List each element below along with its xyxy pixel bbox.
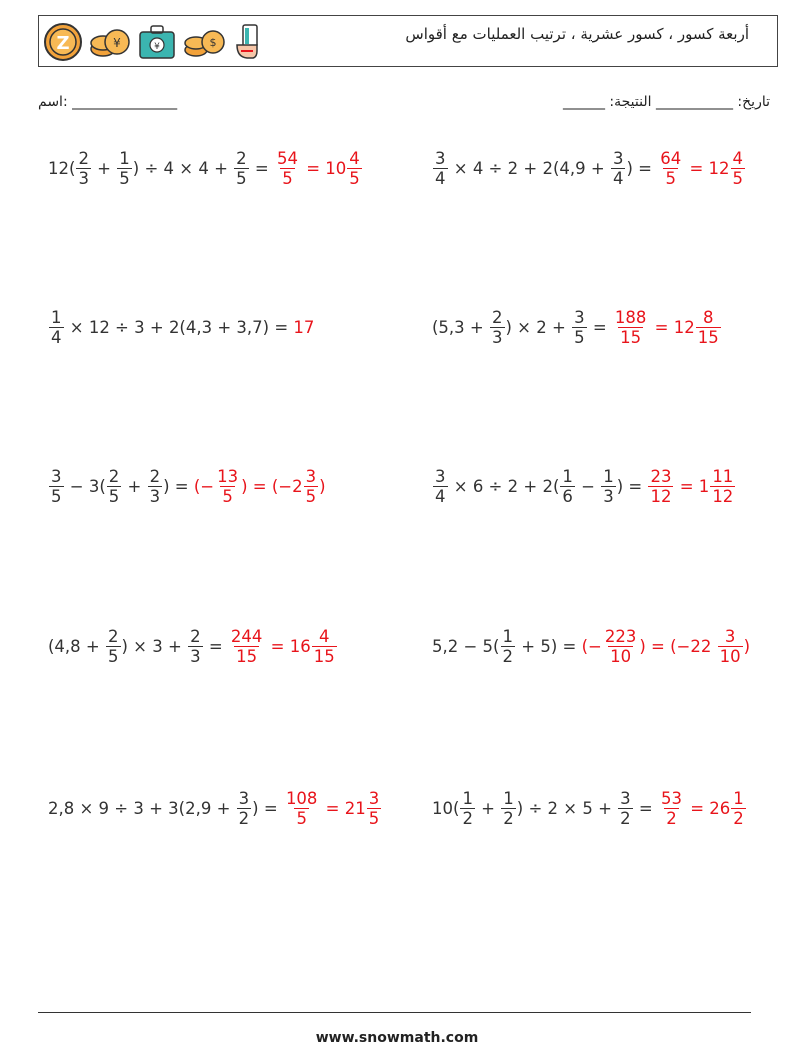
expression-text: ) (743, 637, 751, 656)
expression-text: × 12 ÷ 3 + 2(4,3 + 3,7) = (64, 318, 294, 337)
fraction (229, 627, 265, 666)
denominator: 5 (296, 809, 307, 828)
coin-icon (43, 22, 83, 62)
answer (283, 789, 382, 828)
numerator: 3 (305, 467, 317, 486)
expression-text: ) × 2 + (505, 318, 572, 337)
numerator: 1 (119, 149, 130, 168)
denominator: 5 (305, 487, 317, 506)
fraction (731, 149, 746, 188)
answer (658, 789, 747, 828)
numerator: 244 (230, 627, 263, 646)
hand-card-icon (233, 23, 263, 61)
fraction (710, 467, 735, 506)
numerator: 13 (217, 467, 239, 486)
expression-text: ) = (252, 799, 283, 818)
expression-text: ) (319, 477, 326, 496)
numerator: 4 (349, 149, 360, 168)
fraction (107, 467, 122, 506)
fraction (367, 789, 382, 828)
answer (274, 149, 363, 188)
expression-text: + (122, 477, 147, 496)
answer (228, 627, 338, 666)
fraction (49, 308, 64, 347)
numerator: 54 (276, 149, 298, 168)
expression-text: 5,2 − 5( (432, 637, 500, 656)
expression-text: = 26 (684, 799, 731, 818)
fraction (731, 789, 746, 828)
fraction (601, 467, 616, 506)
numerator: 3 (238, 789, 250, 808)
denominator: 4 (51, 328, 62, 347)
problem-2 (432, 149, 746, 188)
answer (657, 149, 746, 188)
numerator: 1 (562, 467, 573, 486)
fraction (76, 149, 91, 188)
svg-text:¥: ¥ (154, 42, 160, 52)
denominator: 3 (492, 328, 503, 347)
denominator: 3 (78, 169, 89, 188)
numerator: 223 (604, 627, 637, 646)
fraction (572, 308, 587, 347)
denominator: 2 (503, 809, 514, 828)
numerator: 1 (503, 789, 514, 808)
numerator: 3 (724, 627, 736, 646)
fraction (501, 789, 516, 828)
expression-text: ) = (626, 159, 658, 178)
denominator: 5 (665, 169, 676, 188)
fraction (284, 789, 320, 828)
denominator: 15 (236, 647, 258, 666)
denominator: 5 (108, 647, 119, 666)
expression-text: (− (193, 477, 215, 496)
fraction (613, 308, 649, 347)
denominator: 5 (574, 328, 585, 347)
numerator: 2 (492, 308, 503, 327)
svg-text:$: $ (209, 36, 217, 49)
fraction (618, 789, 633, 828)
answer (293, 318, 314, 337)
coins-icon (183, 26, 227, 58)
worksheet-title: أربعة كسور ، كسور عشرية ، ترتيب العمليات مع أقواس (405, 25, 749, 43)
fraction (312, 627, 337, 666)
fraction (148, 467, 163, 506)
expression-text: + 5) = (516, 637, 582, 656)
expression-text: × 6 ÷ 2 + 2( (448, 477, 560, 496)
denominator: 5 (349, 169, 360, 188)
numerator: 188 (614, 308, 647, 327)
fraction (560, 467, 575, 506)
expression-text: 10( (432, 799, 460, 818)
fraction (304, 467, 319, 506)
expression-text: ) ÷ 2 × 5 + (516, 799, 618, 818)
fraction (460, 789, 475, 828)
numerator: 3 (368, 789, 380, 808)
denominator: 12 (650, 487, 672, 506)
denominator: 15 (620, 328, 642, 347)
denominator: 3 (603, 487, 614, 506)
expression-text: ) × 3 + (121, 637, 188, 656)
fraction (648, 467, 673, 506)
denominator: 5 (368, 809, 380, 828)
numerator: 2 (190, 627, 201, 646)
denominator: 2 (733, 809, 744, 828)
denominator: 12 (712, 487, 734, 506)
denominator: 10 (610, 647, 632, 666)
numerator: 3 (612, 149, 624, 168)
fraction (658, 149, 683, 188)
fraction (696, 308, 721, 347)
expression-text: = 12 (684, 159, 730, 178)
expression-text: × 4 ÷ 2 + 2(4,9 + (448, 159, 610, 178)
expression-text: 12( (48, 159, 76, 178)
expression-text: = 1 (674, 477, 710, 496)
fraction (603, 627, 639, 666)
expression-text: − 3( (64, 477, 106, 496)
numerator: 3 (574, 308, 585, 327)
denominator: 3 (149, 487, 161, 506)
expression-text: + (91, 159, 117, 178)
numerator: 3 (620, 789, 631, 808)
fraction (433, 149, 448, 188)
expression-text: 2,8 × 9 ÷ 3 + 3(2,9 + (48, 799, 236, 818)
expression-text: − (575, 477, 601, 496)
problem-6 (432, 467, 736, 506)
worksheet-header (38, 15, 778, 67)
footer-url: www.snowmath.com (315, 1030, 479, 1046)
numerator: 8 (702, 308, 714, 327)
denominator: 10 (719, 647, 741, 666)
numerator: 1 (502, 627, 513, 646)
denominator: 5 (282, 169, 293, 188)
numerator: 3 (435, 467, 446, 486)
numerator: 2 (149, 467, 161, 486)
fraction (117, 149, 132, 188)
fraction (215, 467, 240, 506)
denominator: 5 (108, 487, 120, 506)
denominator: 5 (51, 487, 62, 506)
answer (194, 467, 326, 506)
numerator: 108 (285, 789, 318, 808)
header-icons (43, 22, 269, 62)
fraction (611, 149, 626, 188)
numerator: 2 (108, 467, 120, 486)
denominator: 5 (732, 169, 744, 188)
expression-text: (− (581, 637, 602, 656)
fraction (106, 627, 121, 666)
fraction (347, 149, 362, 188)
numerator: 53 (660, 789, 682, 808)
problem-1 (48, 149, 363, 188)
answer (647, 467, 736, 506)
expression-text: (4,8 + (48, 637, 105, 656)
expression-text: = (203, 637, 228, 656)
money-bag-icon (137, 23, 177, 61)
expression-text: ) ÷ 4 × 4 + (132, 159, 234, 178)
fraction (188, 627, 203, 666)
svg-text:¥: ¥ (113, 36, 121, 50)
expression-text: = 10 (300, 159, 347, 178)
numerator: 2 (236, 149, 247, 168)
numerator: 3 (435, 149, 446, 168)
numerator: 4 (318, 627, 330, 646)
fraction (490, 308, 505, 347)
answer (612, 308, 722, 347)
coin-stack-icon (89, 25, 131, 59)
denominator: 2 (462, 809, 473, 828)
expression-text: ) = (−22 (639, 637, 717, 656)
numerator: 1 (462, 789, 473, 808)
numerator: 2 (78, 149, 89, 168)
expression-text: = (587, 318, 612, 337)
problem-3 (48, 308, 314, 347)
denominator: 4 (612, 169, 624, 188)
problem-10 (432, 789, 747, 828)
denominator: 15 (313, 647, 335, 666)
expression-text: 17 (293, 318, 315, 337)
expression-text: = 21 (320, 799, 366, 818)
expression-text: + (475, 799, 501, 818)
numerator: 1 (603, 467, 614, 486)
fraction (501, 627, 516, 666)
expression-text: = (249, 159, 274, 178)
numerator: 1 (51, 308, 62, 327)
numerator: 64 (660, 149, 682, 168)
fraction (433, 467, 448, 506)
denominator: 5 (236, 169, 247, 188)
numerator: 23 (650, 467, 672, 486)
expression-text: ) = (616, 477, 648, 496)
denominator: 2 (502, 647, 513, 666)
expression-text: ) = (−2 (241, 477, 303, 496)
problem-4 (432, 308, 722, 347)
fraction (659, 789, 684, 828)
problem-5 (48, 467, 326, 506)
denominator: 3 (190, 647, 201, 666)
svg-text:Z: Z (56, 33, 70, 54)
expression-text: ) = (163, 477, 194, 496)
expression-text: = (633, 799, 658, 818)
denominator: 5 (222, 487, 233, 506)
expression-text: = 16 (265, 637, 311, 656)
fraction (49, 467, 64, 506)
fraction (718, 627, 743, 666)
numerator: 3 (51, 467, 62, 486)
denominator: 6 (562, 487, 573, 506)
problem-8 (432, 627, 750, 666)
denominator: 4 (435, 487, 446, 506)
problem-9 (48, 789, 382, 828)
denominator: 2 (666, 809, 677, 828)
denominator: 5 (119, 169, 130, 188)
expression-text: (5,3 + (432, 318, 489, 337)
denominator: 15 (697, 328, 719, 347)
denominator: 4 (435, 169, 446, 188)
numerator: 1 (733, 789, 744, 808)
problem-7 (48, 627, 338, 666)
footer-divider (38, 1012, 751, 1013)
fraction (234, 149, 249, 188)
answer (582, 627, 750, 666)
fraction (237, 789, 252, 828)
numerator: 11 (712, 467, 734, 486)
numerator: 2 (108, 627, 119, 646)
name-field-line: اسم: _______________ (38, 94, 178, 110)
fraction (275, 149, 300, 188)
denominator: 2 (238, 809, 250, 828)
expression-text: = 12 (649, 318, 695, 337)
date-score-field-line: ______ :تاريخ: ___________ النتيجة (562, 94, 770, 110)
numerator: 4 (732, 149, 744, 168)
denominator: 2 (620, 809, 631, 828)
